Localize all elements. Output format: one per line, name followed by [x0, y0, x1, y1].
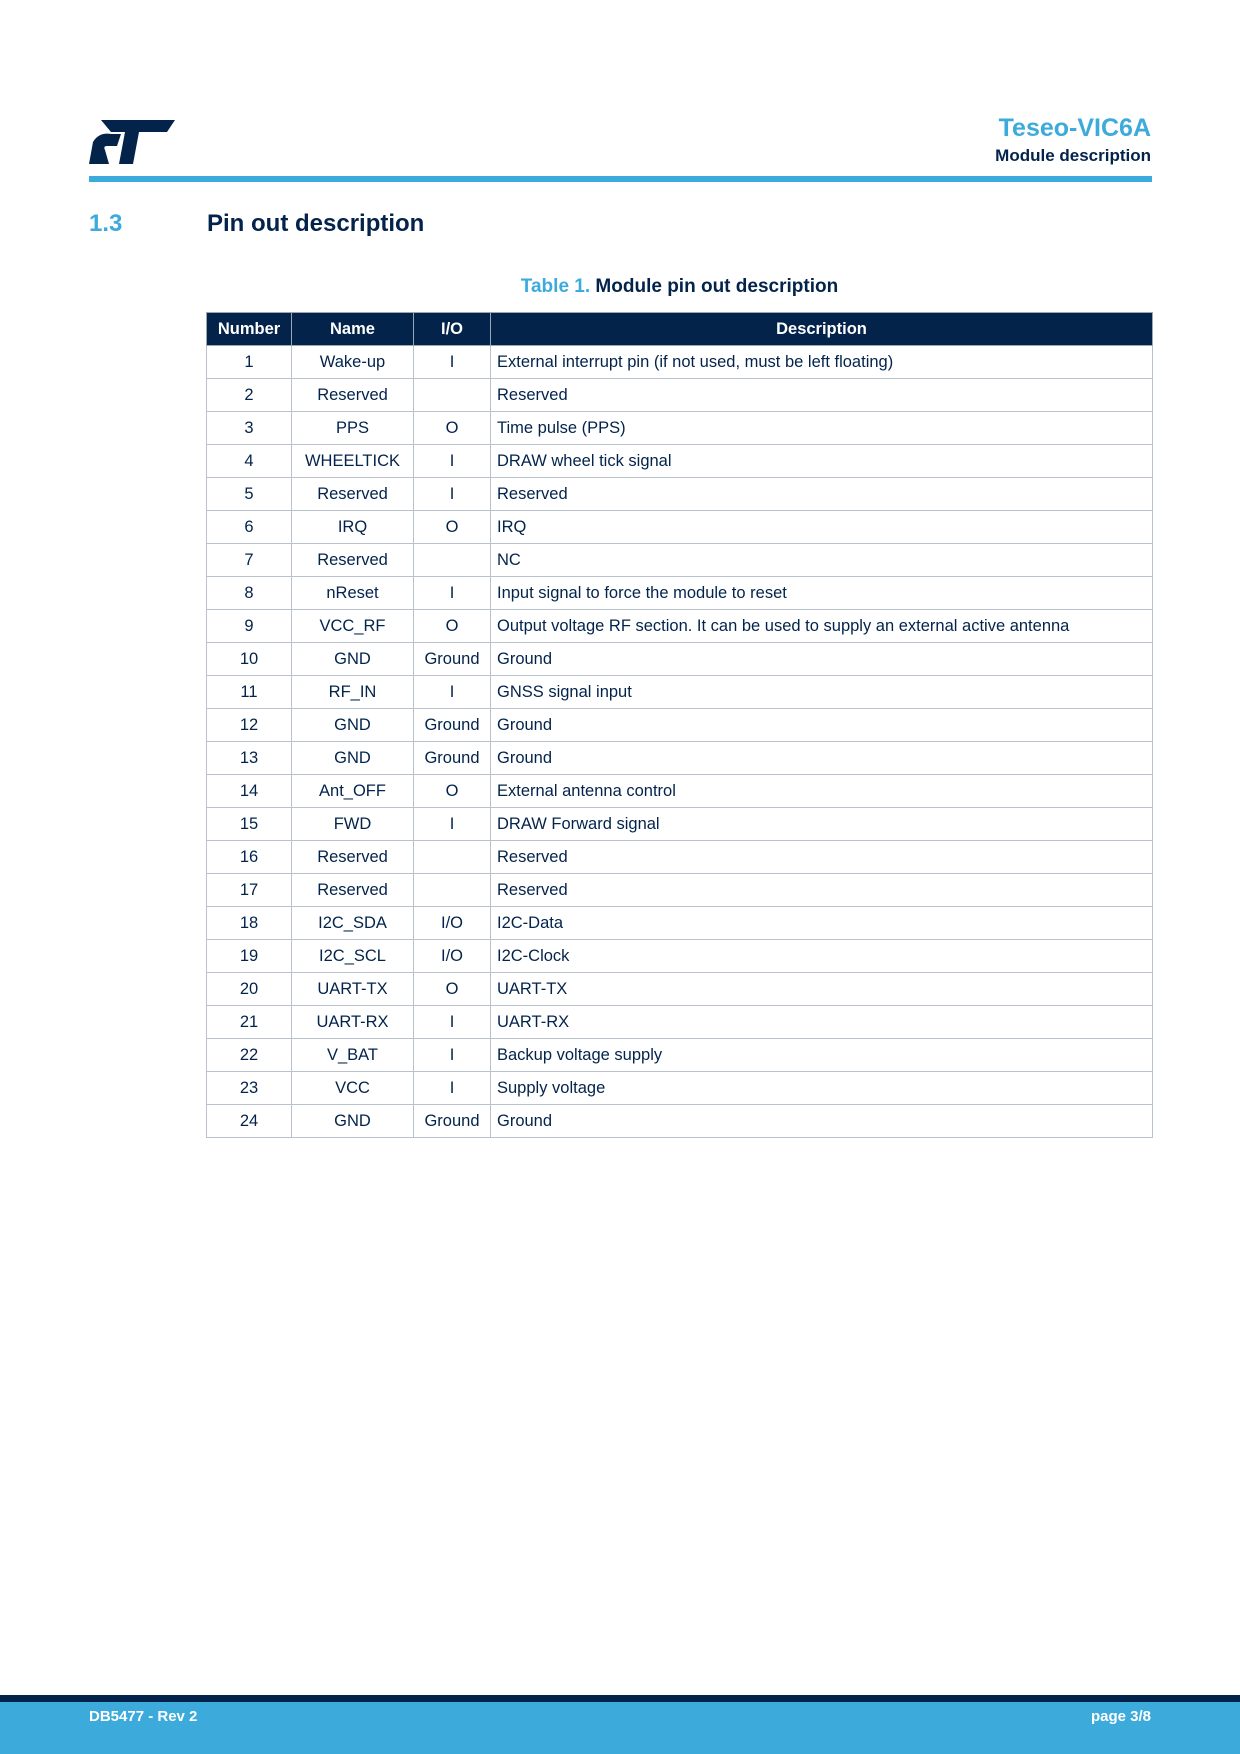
cell-io: I	[414, 346, 491, 379]
cell-io	[414, 841, 491, 874]
column-header-number: Number	[207, 313, 292, 346]
table-row	[207, 841, 1153, 874]
cell-number: 8	[207, 577, 292, 610]
cell-number: 17	[207, 874, 292, 907]
table-row	[207, 412, 1153, 445]
cell-io: O	[414, 511, 491, 544]
cell-number: 4	[207, 445, 292, 478]
table-row	[207, 577, 1153, 610]
cell-description: DRAW wheel tick signal	[491, 445, 1153, 478]
cell-description: UART-TX	[491, 973, 1153, 1006]
cell-io: O	[414, 973, 491, 1006]
cell-io: I	[414, 577, 491, 610]
cell-name: UART-TX	[292, 973, 414, 1006]
page-header	[995, 113, 1151, 167]
table-row	[207, 874, 1153, 907]
cell-io	[414, 544, 491, 577]
header-rule	[89, 176, 1152, 182]
cell-name: nReset	[292, 577, 414, 610]
cell-io: O	[414, 775, 491, 808]
cell-number: 2	[207, 379, 292, 412]
cell-name: Ant_OFF	[292, 775, 414, 808]
cell-io: I	[414, 478, 491, 511]
st-logo-icon	[89, 118, 175, 166]
cell-name: Reserved	[292, 478, 414, 511]
column-header-description: Description	[491, 313, 1153, 346]
table-row	[207, 1039, 1153, 1072]
cell-description: Ground	[491, 1105, 1153, 1138]
cell-name: V_BAT	[292, 1039, 414, 1072]
table-caption-label: Table 1.	[520, 276, 591, 297]
cell-description: NC	[491, 544, 1153, 577]
product-title: Teseo-VIC6A	[998, 114, 1151, 142]
cell-name: RF_IN	[292, 676, 414, 709]
cell-number: 3	[207, 412, 292, 445]
table-header-row	[207, 313, 1153, 346]
cell-number: 14	[207, 775, 292, 808]
cell-description: GNSS signal input	[491, 676, 1153, 709]
column-header-name: Name	[292, 313, 414, 346]
cell-description: External antenna control	[491, 775, 1153, 808]
cell-name: GND	[292, 742, 414, 775]
table-row	[207, 544, 1153, 577]
cell-description: Supply voltage	[491, 1072, 1153, 1105]
table-row	[207, 610, 1153, 643]
cell-io: I/O	[414, 907, 491, 940]
table-body	[207, 346, 1153, 1138]
table-row	[207, 709, 1153, 742]
pinout-table	[206, 312, 1153, 1138]
cell-io: I/O	[414, 940, 491, 973]
table-row	[207, 1105, 1153, 1138]
table-row	[207, 742, 1153, 775]
cell-number: 1	[207, 346, 292, 379]
table-row	[207, 478, 1153, 511]
table-caption	[207, 276, 1152, 298]
cell-description: Backup voltage supply	[491, 1039, 1153, 1072]
cell-number: 11	[207, 676, 292, 709]
cell-name: PPS	[292, 412, 414, 445]
column-header-io: I/O	[414, 313, 491, 346]
cell-name: VCC_RF	[292, 610, 414, 643]
cell-name: FWD	[292, 808, 414, 841]
cell-io: I	[414, 1006, 491, 1039]
cell-io: O	[414, 412, 491, 445]
section-title: Pin out description	[207, 210, 425, 237]
cell-description: Reserved	[491, 478, 1153, 511]
document-id: DB5477 - Rev 2	[89, 1708, 198, 1725]
cell-description: External interrupt pin (if not used, must be left floating)	[491, 346, 1153, 379]
cell-description: I2C-Data	[491, 907, 1153, 940]
cell-number: 9	[207, 610, 292, 643]
cell-description: Ground	[491, 742, 1153, 775]
table-caption-title: Module pin out description	[595, 276, 839, 297]
page-number: page 3/8	[1090, 1708, 1151, 1725]
cell-name: UART-RX	[292, 1006, 414, 1039]
cell-io: I	[414, 676, 491, 709]
cell-number: 22	[207, 1039, 292, 1072]
cell-description: Ground	[491, 709, 1153, 742]
table-row	[207, 907, 1153, 940]
cell-number: 21	[207, 1006, 292, 1039]
cell-name: Reserved	[292, 544, 414, 577]
cell-description: Reserved	[491, 379, 1153, 412]
cell-name: WHEELTICK	[292, 445, 414, 478]
cell-name: GND	[292, 1105, 414, 1138]
table-row	[207, 940, 1153, 973]
footer-rule	[0, 1695, 1240, 1702]
cell-io: Ground	[414, 709, 491, 742]
cell-name: Wake-up	[292, 346, 414, 379]
cell-name: I2C_SCL	[292, 940, 414, 973]
table-row	[207, 445, 1153, 478]
cell-name: IRQ	[292, 511, 414, 544]
cell-io: I	[414, 808, 491, 841]
cell-name: Reserved	[292, 379, 414, 412]
cell-number: 13	[207, 742, 292, 775]
cell-description: Reserved	[491, 874, 1153, 907]
table-row	[207, 973, 1153, 1006]
cell-io: I	[414, 1072, 491, 1105]
cell-name: Reserved	[292, 874, 414, 907]
cell-description: IRQ	[491, 511, 1153, 544]
cell-description: DRAW Forward signal	[491, 808, 1153, 841]
cell-number: 20	[207, 973, 292, 1006]
cell-number: 12	[207, 709, 292, 742]
table-row	[207, 808, 1153, 841]
table-row	[207, 346, 1153, 379]
cell-io: O	[414, 610, 491, 643]
cell-number: 23	[207, 1072, 292, 1105]
cell-io	[414, 874, 491, 907]
cell-io: Ground	[414, 1105, 491, 1138]
cell-name: GND	[292, 709, 414, 742]
table-row	[207, 775, 1153, 808]
cell-number: 19	[207, 940, 292, 973]
cell-number: 18	[207, 907, 292, 940]
table-row	[207, 511, 1153, 544]
cell-number: 7	[207, 544, 292, 577]
table-row	[207, 643, 1153, 676]
cell-name: Reserved	[292, 841, 414, 874]
cell-description: Reserved	[491, 841, 1153, 874]
section-number: 1.3	[89, 210, 123, 237]
cell-io: I	[414, 1039, 491, 1072]
cell-description: Ground	[491, 643, 1153, 676]
cell-description: I2C-Clock	[491, 940, 1153, 973]
cell-number: 5	[207, 478, 292, 511]
cell-io: I	[414, 445, 491, 478]
cell-name: VCC	[292, 1072, 414, 1105]
cell-description: Input signal to force the module to reset	[491, 577, 1153, 610]
header-section-name: Module description	[995, 146, 1151, 165]
cell-description: Time pulse (PPS)	[491, 412, 1153, 445]
table-row	[207, 1006, 1153, 1039]
cell-number: 10	[207, 643, 292, 676]
cell-name: I2C_SDA	[292, 907, 414, 940]
cell-io: Ground	[414, 643, 491, 676]
cell-number: 16	[207, 841, 292, 874]
cell-description: Output voltage RF section. It can be used to supply an external active antenna	[491, 610, 1153, 643]
cell-number: 15	[207, 808, 292, 841]
cell-number: 6	[207, 511, 292, 544]
cell-name: GND	[292, 643, 414, 676]
cell-description: UART-RX	[491, 1006, 1153, 1039]
table-row	[207, 1072, 1153, 1105]
cell-io	[414, 379, 491, 412]
table-row	[207, 676, 1153, 709]
cell-number: 24	[207, 1105, 292, 1138]
cell-io: Ground	[414, 742, 491, 775]
table-row	[207, 379, 1153, 412]
